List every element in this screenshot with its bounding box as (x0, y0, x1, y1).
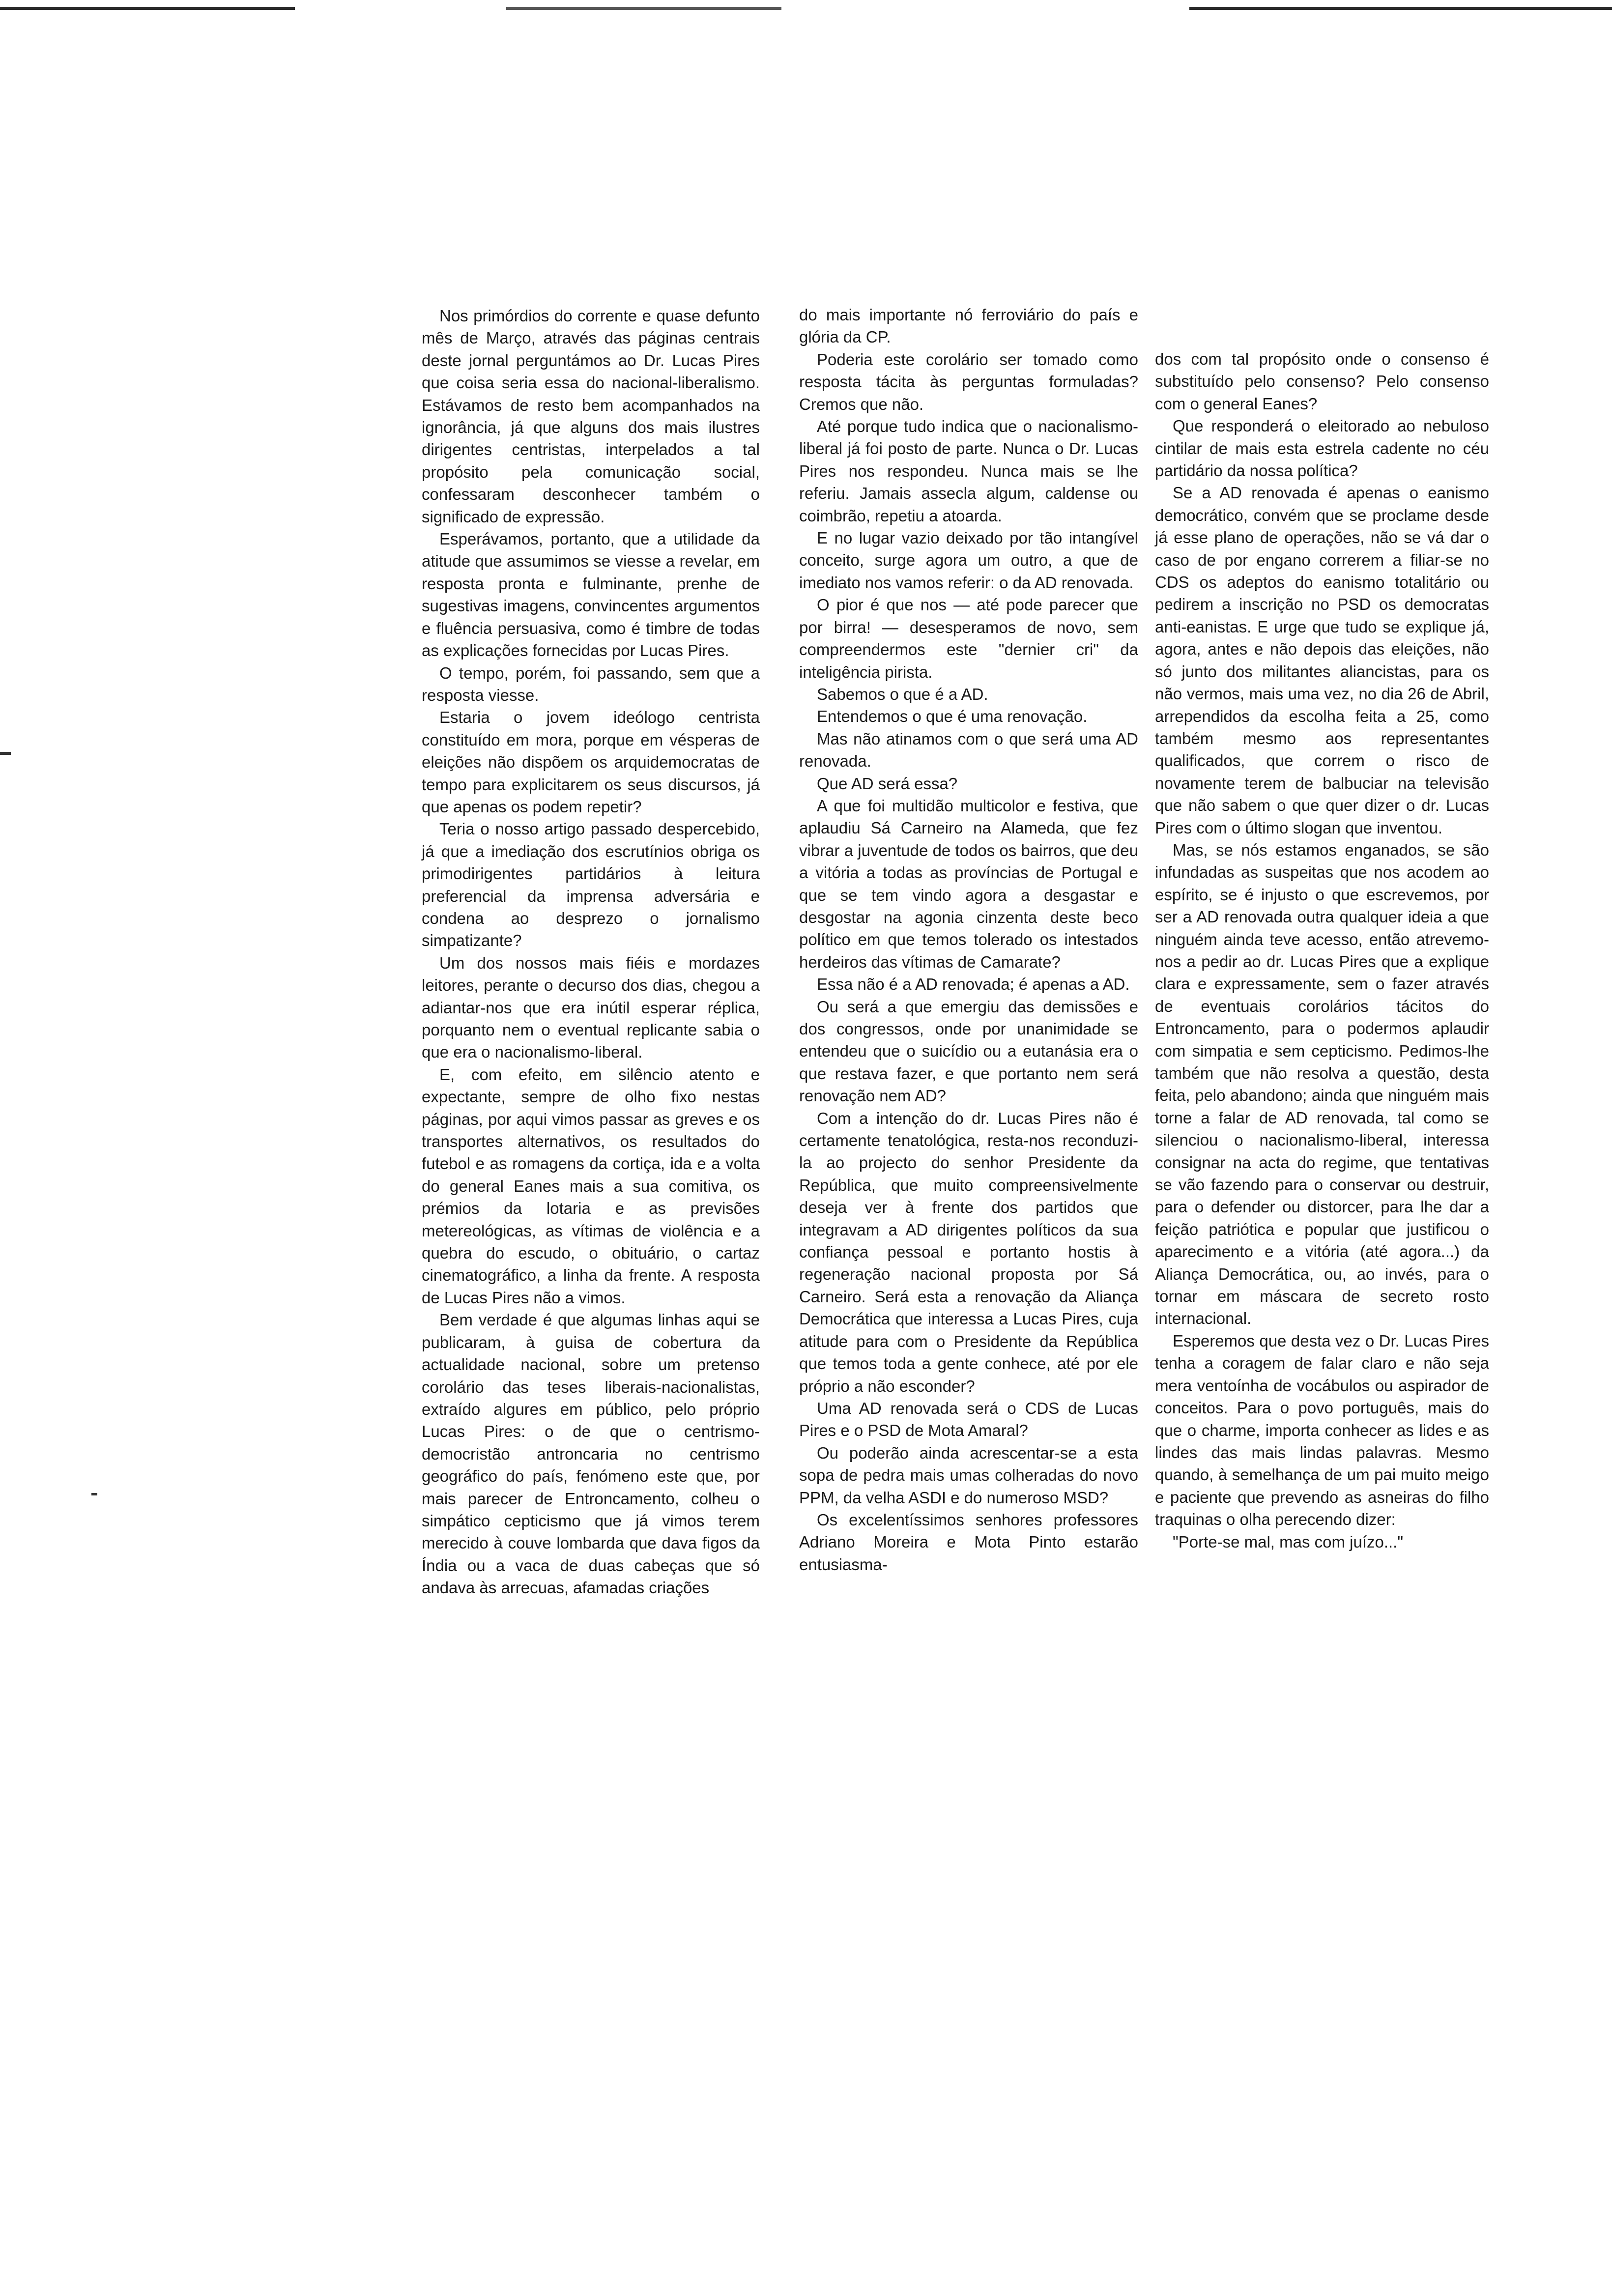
paragraph: Os excelentíssimos senhores professores Adriano Moreira e Mota Pinto estarão entusiasma- (799, 1510, 1138, 1574)
paragraph: dos com tal propósito onde o consenso é substituído pelo consenso? Pelo consenso com o general Eanes? (1155, 350, 1489, 413)
margin-mark (91, 1493, 97, 1495)
paragraph: Ou poderão ainda acrescentar-se a esta sopa de pedra mais umas colheradas do novo PPM, da velha ASDI e do numeroso MSD? (799, 1443, 1138, 1507)
paragraph: O pior é que nos — até pode parecer que por birra! — desesperamos de novo, sem compreendermos este "dernier cri" da inteligência pirista. (799, 596, 1138, 681)
top-edge-rule-right (1189, 7, 1612, 10)
paragraph: O tempo, porém, foi passando, sem que a resposta viesse. (422, 663, 760, 704)
paragraph: E, com efeito, em silêncio atento e expectante, sempre de olho fixo nestas páginas, por aqui vimos passar as greves e os transportes alternativos, os resultados do futebol e as romagens da cortiça, ida e a volta do general Eanes mais a sua comitiva, os prémios da lotaria e as previsões metereológicas, as vítimas de violência e a quebra do escudo, o obituário, o cartaz cinematográfico, a linha da frente. A resposta de Lucas Pires não a vimos. (422, 1065, 760, 1307)
paragraph: Até porque tudo indica que o nacionalismo-liberal já foi posto de parte. Nunca o Dr. Lucas Pires nos respondeu. Nunca mais se lhe referiu. Jamais assecla algum, caldense ou coimbrão, repetiu a atoarda. (799, 417, 1138, 525)
paragraph: Esperemos que desta vez o Dr. Lucas Pires tenha a coragem de falar claro e não seja mera ventoínha de vocábulos ou aspirador de conceitos. Para o povo português, mais do que o charme, importa conhecer as lides e as lindes das mais lindas palavras. Mesmo quando, à semelhança de um pai muito meigo e paciente que prevendo as asneiras do filho traquinas o olha perecendo dizer: (1155, 1331, 1489, 1529)
paragraph: Se a AD renovada é apenas o eanismo democrático, convém que se proclame desde já esse plano de operações, não se vá dar o caso de por engano correrem a filiar-se no CDS os adeptos do eanismo totalitário ou pedirem a inscrição no PSD os democratas anti-eanistas. E urge que tudo se explique já, agora, antes e não depois das eleições, não só junto dos militantes aliancistas, para os não vermos, mais uma vez, no dia 26 de Abril, arrependidos da escolha feita a 25, como também mesmo aos representantes qualificados, que correm o risco de novamente terem de balbuciar na televisão que não sabem o que quer dizer o dr. Lucas Pires com o último slogan que inventou. (1155, 484, 1489, 837)
article-column-1 (422, 305, 760, 1599)
paragraph: Estaria o jovem ideólogo centrista constituído em mora, porque em vésperas de eleições não dispõem os arquidemocratas de tempo para explicitarem os seus discursos, já que apenas os podem repetir? (422, 708, 760, 816)
paragraph: Uma AD renovada será o CDS de Lucas Pires e o PSD de Mota Amaral? (799, 1399, 1138, 1440)
margin-mark (0, 752, 11, 755)
paragraph: Que AD será essa? (817, 774, 958, 793)
paragraph: Entendemos o que é uma renovação. (817, 707, 1088, 726)
paragraph: Com a intenção do dr. Lucas Pires não é certamente tenatológica, resta-nos reconduzi-la ao projecto do senhor Presidente da República, que muito compreensivelmente deseja ver à frente dos partidos que integravam a AD dirigentes políticos da sua confiança pessoal e portanto hostis à regeneração nacional proposta por Sá Carneiro. Será esta a renovação da Aliança Democrática que interessa a Lucas Pires, cuja atitude para com o Presidente da República que temos toda a gente conhece, até por ele próprio a não esconder? (799, 1109, 1138, 1395)
paragraph: Um dos nossos mais fiéis e mordazes leitores, perante o decurso dos dias, chegou a adiantar-nos que era inútil esperar réplica, porquanto nem o eventual replicante sabia o que era o nacionalismo-liberal. (422, 953, 760, 1062)
paragraph: Nos primórdios do corrente e quase defunto mês de Março, através das páginas centrais deste jornal perguntámos ao Dr. Lucas Pires que coisa seria essa do nacional-liberalismo. Estávamos de resto bem acompanhados na ignorância, já que alguns dos mais ilustres dirigentes centristas, interpelados a tal propósito pela comunicação social, confessaram desconhecer também o significado de expressão. (422, 307, 760, 526)
paragraph: Sabemos o que é a AD. (817, 685, 988, 703)
paragraph: Essa não é a AD renovada; é apenas a AD. (817, 975, 1130, 994)
article-column-3 (1155, 348, 1489, 1553)
paragraph: Mas não atinamos com o que será uma AD renovada. (799, 729, 1138, 771)
paragraph: Esperávamos, portanto, que a utilidade da atitude que assumimos se viesse a revelar, em resposta pronta e fulminante, prenhe de sugestivas imagens, convincentes argumentos e fluência persuasiva, como é timbre de todas as explicações fornecidas por Lucas Pires. (422, 530, 760, 660)
paragraph: Poderia este corolário ser tomado como resposta tácita às perguntas formuladas? Cremos que não. (799, 350, 1138, 413)
paragraph: "Porte-se mal, mas com juízo..." (1173, 1532, 1404, 1551)
paragraph: E no lugar vazio deixado por tão intangível conceito, surge agora um outro, a que de imediato nos vamos referir: o da AD renovada. (799, 529, 1138, 592)
paragraph: Mas, se nós estamos enganados, se são infundadas as suspeitas que nos acodem ao espírito, se é injusto o que escrevemos, por ser a AD renovada outra qualquer ideia a que ninguém ainda teve acesso, então atrevemo-nos a pedir ao dr. Lucas Pires que a explique clara e expressamente, sem o fazer através de eventuais corolários tácitos do Entroncamento, para o podermos aplaudir com simpatia e sem cepticismo. Pedimos-lhe também que não resolva a questão, desta feita, pelo abandono; ainda que ninguém mais torne a falar de AD renovada, tal como se silenciou o nacionalismo-liberal, interessa consignar na acta do regime, que tentativas se vão fazendo para o conservar ou destruir, para o defender ou distorcer, para lhe dar a feição patriótica e popular que justificou o aparecimento e a vitória (até agora...) da Aliança Democrática, ou, ao invés, para o tornar em máscara de secreto rosto internacional. (1155, 840, 1489, 1328)
paragraph: Que responderá o eleitorado ao nebuloso cintilar de mais esta estrela cadente no céu partidário da nossa política? (1155, 417, 1489, 480)
article-column-2 (799, 304, 1138, 1576)
paragraph: A que foi multidão multicolor e festiva, que aplaudiu Sá Carneiro na Alameda, que fez vibrar a juventude de todos os bairros, que deu a vitória a todas as províncias de Portugal e que se tem vindo agora a desgastar e desgostar na agonia cinzenta deste beco político em que temos tolerado os intestados herdeiros das vítimas de Camarate? (799, 796, 1138, 971)
top-edge-rule-middle (506, 7, 781, 10)
paragraph: do mais importante nó ferroviário do país e glória da CP. (799, 306, 1138, 346)
paragraph: Teria o nosso artigo passado despercebido, já que a imediação dos escrutínios obriga os primodirigentes partidários à leitura preferencial da imprensa adversária e condena ao desprezo o jornalismo simpatizante? (422, 820, 760, 950)
paragraph: Bem verdade é que algumas linhas aqui se publicaram, à guisa de cobertura da actualidade nacional, sobre um pretenso corolário das teses liberais-nacionalistas, extraído algures em público, pelo próprio Lucas Pires: o de que o centrismo-democristão antroncaria no centrismo geográfico do país, fenómeno este que, por mais parecer de Entroncamento, colheu o simpático cepticismo que já vimos terem merecido à couve lombarda que dava figos da Índia ou a vaca de duas cabeças que só andava às arrecuas, afamadas criações (422, 1311, 760, 1597)
top-edge-rule-left (0, 7, 295, 10)
paragraph: Ou será a que emergiu das demissões e dos congressos, onde por unanimidade se entendeu que o suicídio ou a eutanásia era o que restava fazer, e que portanto nem será renovação nem AD? (799, 997, 1138, 1105)
